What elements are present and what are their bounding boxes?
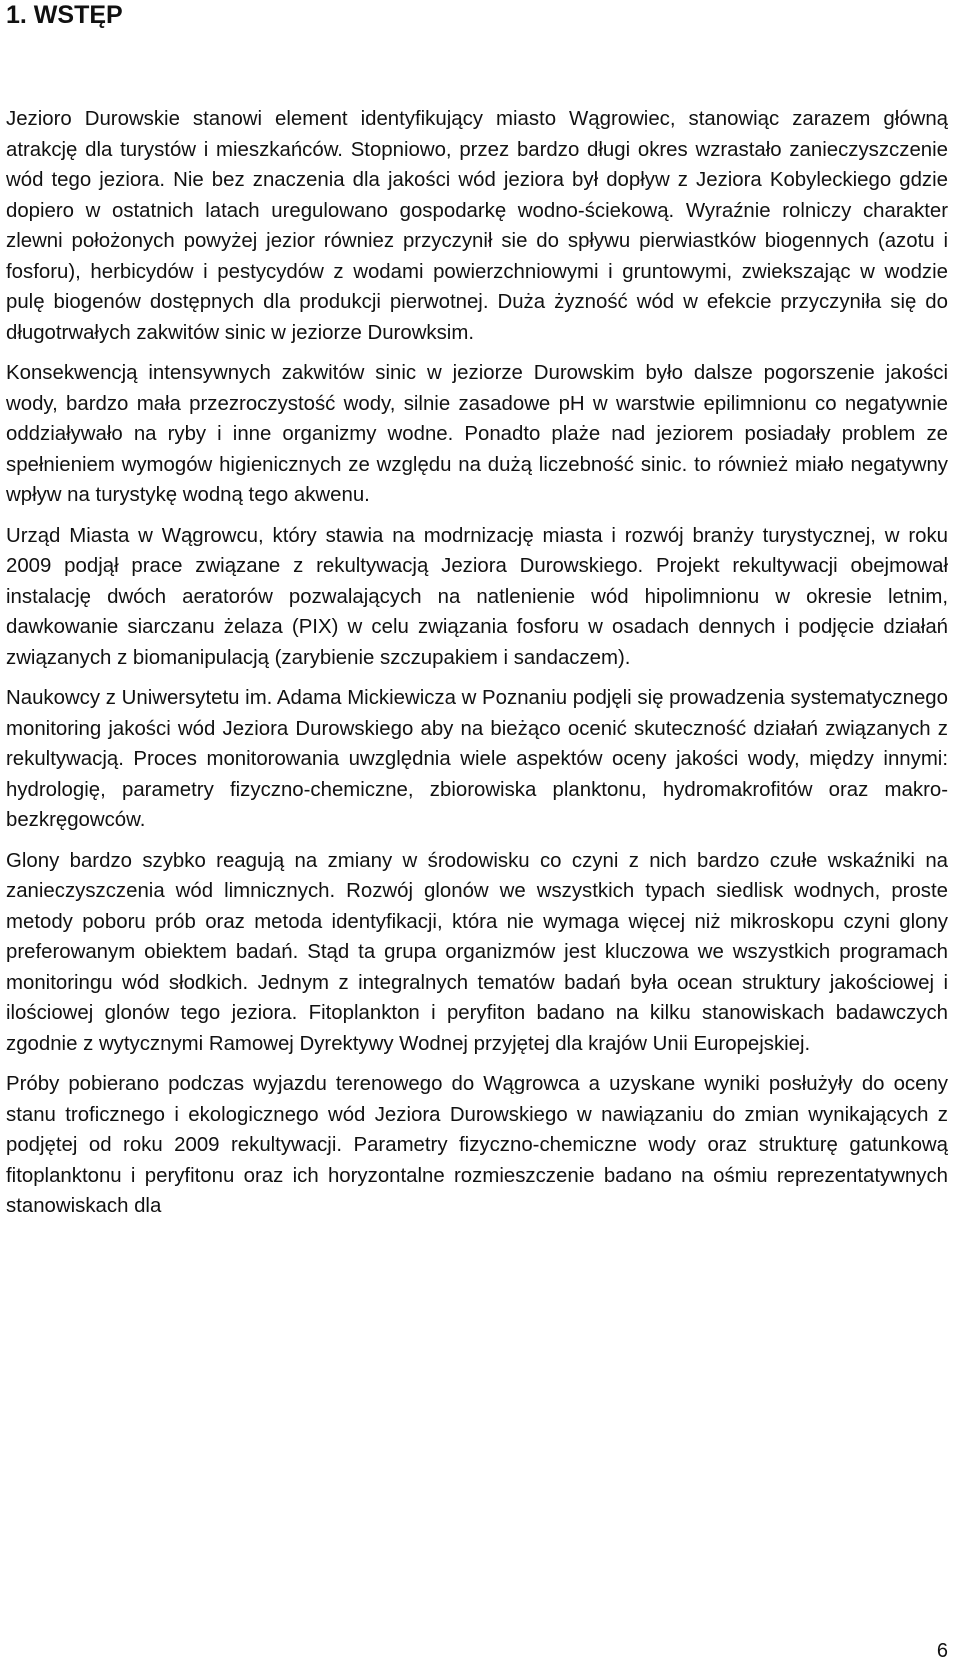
paragraph: Konsekwencją intensywnych zakwitów sinic w jeziorze Durowskim było dalsze pogorszenie jakości wody, bardzo mała przezroczystość wody, silnie zasadowe pH w warstwie epilimnionu co negatywnie oddziaływało na ryby i inne organizmy wodne. Ponadto plaże nad jeziorem posiadały problem ze spełnieniem wymogów higienicznych ze względu na dużą liczebność sinic. to również miało negatywny wpływ na turystykę wodną tego akwenu. — [6, 362, 948, 506]
paragraph: Próby pobierano podczas wyjazdu terenowego do Wągrowca a uzyskane wyniki posłużyły do oceny stanu troficznego i ekologicznego wód Jeziora Durowskiego w nawiązaniu do zmian wynikających z podjętej od roku 2009 rekultywacji. Parametry fizyczno-chemiczne wody oraz strukturę gatunkową fitoplanktonu i peryfitonu oraz ich horyzontalne rozmieszczenie badano na ośmiu reprezentatywnych stanowiskach dla — [6, 1073, 948, 1217]
section-heading: 1. WSTĘP — [6, 1, 123, 29]
page-number: 6 — [936, 1640, 948, 1662]
body-text — [6, 104, 948, 1232]
paragraph: Glony bardzo szybko reagują na zmiany w środowisku co czyni z nich bardzo czułe wskaźniki na zanieczyszczenia wód limnicznych. Rozwój glonów we wszystkich typach siedlisk wodnych, proste metody poboru prób oraz metoda identyfikacji, która nie wymaga więcej niż mikroskopu czyni glony preferowanym obiektem badań. Stąd ta grupa organizmów jest kluczowa we wszystkich programach monitoringu wód słodkich. Jednym z integralnych tematów badań była ocean struktury jakościowej i ilościowej glonów tego jeziora. Fitoplankton i peryfiton badano na kilku stanowiskach badawczych zgodnie z wytycznymi Ramowej Dyrektywy Wodnej przyjętej dla krajów Unii Europejskiej. — [6, 849, 948, 1055]
paragraph: Jezioro Durowskie stanowi element identyfikujący miasto Wągrowiec, stanowiąc zarazem główną atrakcję dla turystów i mieszkańców. Stopniowo, przez bardzo długi okres wzrastało zanieczyszczenie wód tego jeziora. Nie bez znaczenia dla jakości wód jeziora był dopływ z Jeziora Kobyleckiego gdzie dopiero w ostatnich latach uregulowano gospodarkę wodno-ściekową. Wyraźnie rolniczy charakter zlewni położonych powyżej jezior równiez przyczynił sie do spływu pierwiastków biogennych (azotu i fosforu), herbicydów i pestycydów z wodami powierzchniowymi i gruntowymi, zwiekszając w wodzie pulę biogenów dostępnych dla produkcji pierwotnej. Duża żyzność wód w efekcie przyczyniła się do długotrwałych zakwitów sinic w jeziorze Durowksim. — [6, 108, 948, 344]
paragraph: Naukowcy z Uniwersytetu im. Adama Mickiewicza w Poznaniu podjęli się prowadzenia systematycznego monitoring jakości wód Jeziora Durowskiego aby na bieżąco ocenić skuteczność działań związanych z rekultywacją. Proces monitorowania uwzględnia wiele aspektów oceny jakości wody, między innymi: hydrologię, parametry fizyczno-chemiczne, zbiorowiska planktonu, hydromakrofitów oraz makro-bezkręgowców. — [6, 687, 948, 831]
paragraph: Urząd Miasta w Wągrowcu, który stawia na modrnizację miasta i rozwój branży turystycznej, w roku 2009 podjął prace związane z rekultywacją Jeziora Durowskiego. Projekt rekultywacji obejmował instalację dwóch aeratorów pozwalających na natlenienie wód hipolimnionu w okresie letnim, dawkowanie siarczanu żelaza (PIX) w celu związania fosforu w osadach dennych i podjęcie działań związanych z biomanipulacją (zarybienie szczupakiem i sandaczem). — [6, 524, 948, 669]
